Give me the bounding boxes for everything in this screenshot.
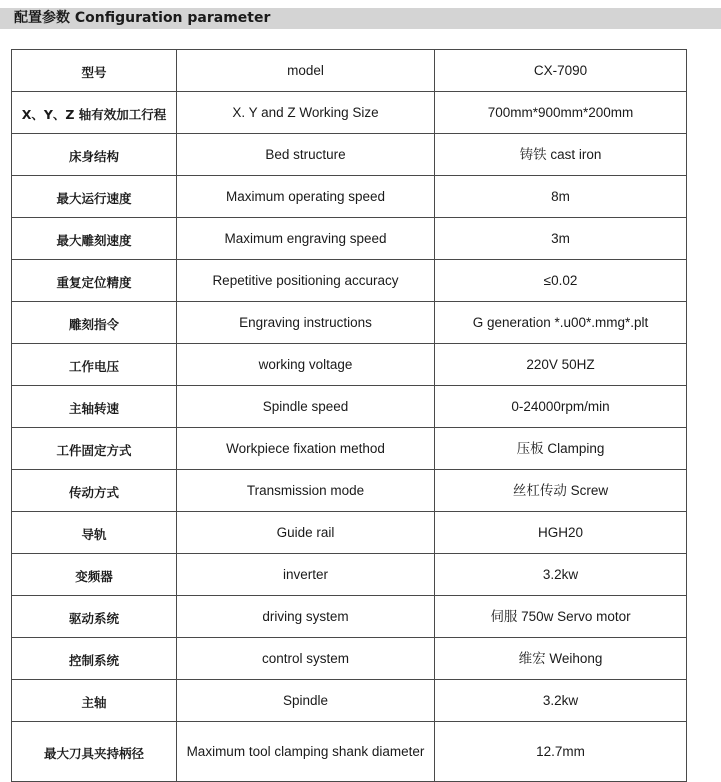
param-value: 220V 50HZ: [435, 344, 687, 386]
param-name-en: Maximum engraving speed: [177, 218, 435, 260]
param-name-en: Transmission mode: [177, 470, 435, 512]
table-row: [12, 50, 687, 92]
param-name-en: Maximum operating speed: [177, 176, 435, 218]
param-name-en: Repetitive positioning accuracy: [177, 260, 435, 302]
param-value: 丝杠传动 Screw: [435, 470, 687, 512]
param-value: CX-7090: [435, 50, 687, 92]
param-name-en: Bed structure: [177, 134, 435, 176]
configuration-table-body: [12, 50, 687, 782]
table-row: [12, 470, 687, 512]
param-name-cn: 驱动系统: [12, 596, 177, 638]
param-name-cn: X、Y、Z 轴有效加工行程: [12, 92, 177, 134]
param-name-cn: 床身结构: [12, 134, 177, 176]
param-name-cn: 最大雕刻速度: [12, 218, 177, 260]
param-value: HGH20: [435, 512, 687, 554]
param-value: 3.2kw: [435, 554, 687, 596]
param-value: 维宏 Weihong: [435, 638, 687, 680]
param-value: 3m: [435, 218, 687, 260]
table-row: [12, 218, 687, 260]
param-name-en: Guide rail: [177, 512, 435, 554]
table-row: [12, 596, 687, 638]
param-value: ≤0.02: [435, 260, 687, 302]
param-name-en: working voltage: [177, 344, 435, 386]
param-name-en: Engraving instructions: [177, 302, 435, 344]
param-value: 8m: [435, 176, 687, 218]
param-value: 压板 Clamping: [435, 428, 687, 470]
table-row: [12, 680, 687, 722]
table-row: [12, 428, 687, 470]
param-name-cn: 雕刻指令: [12, 302, 177, 344]
table-row: [12, 92, 687, 134]
param-name-en: model: [177, 50, 435, 92]
param-name-cn: 最大刀具夹持柄径: [12, 722, 177, 782]
param-value: 伺服 750w Servo motor: [435, 596, 687, 638]
param-name-cn: 主轴转速: [12, 386, 177, 428]
param-name-cn: 重复定位精度: [12, 260, 177, 302]
param-value: 0-24000rpm/min: [435, 386, 687, 428]
param-name-en: Maximum tool clamping shank diameter: [177, 722, 435, 782]
param-value: G generation *.u00*.mmg*.plt: [435, 302, 687, 344]
param-name-cn: 工件固定方式: [12, 428, 177, 470]
param-value: 3.2kw: [435, 680, 687, 722]
table-row: [12, 260, 687, 302]
configuration-table: [11, 49, 687, 782]
param-name-cn: 工作电压: [12, 344, 177, 386]
table-row: [12, 302, 687, 344]
table-row: [12, 134, 687, 176]
param-name-cn: 型号: [12, 50, 177, 92]
table-row: [12, 512, 687, 554]
param-name-cn: 导轨: [12, 512, 177, 554]
param-name-en: X. Y and Z Working Size: [177, 92, 435, 134]
table-row: [12, 176, 687, 218]
table-row: [12, 722, 687, 782]
param-value: 铸铁 cast iron: [435, 134, 687, 176]
table-row: [12, 344, 687, 386]
param-name-en: Spindle: [177, 680, 435, 722]
section-title: 配置参数 Configuration parameter: [14, 10, 271, 26]
param-name-en: control system: [177, 638, 435, 680]
param-name-en: driving system: [177, 596, 435, 638]
param-name-cn: 最大运行速度: [12, 176, 177, 218]
table-row: [12, 386, 687, 428]
param-name-cn: 主轴: [12, 680, 177, 722]
param-name-cn: 传动方式: [12, 470, 177, 512]
param-name-en: inverter: [177, 554, 435, 596]
param-name-en: Spindle speed: [177, 386, 435, 428]
table-row: [12, 554, 687, 596]
param-value: 12.7mm: [435, 722, 687, 782]
param-name-cn: 变频器: [12, 554, 177, 596]
param-name-en: Workpiece fixation method: [177, 428, 435, 470]
param-value: 700mm*900mm*200mm: [435, 92, 687, 134]
table-row: [12, 638, 687, 680]
param-name-cn: 控制系统: [12, 638, 177, 680]
